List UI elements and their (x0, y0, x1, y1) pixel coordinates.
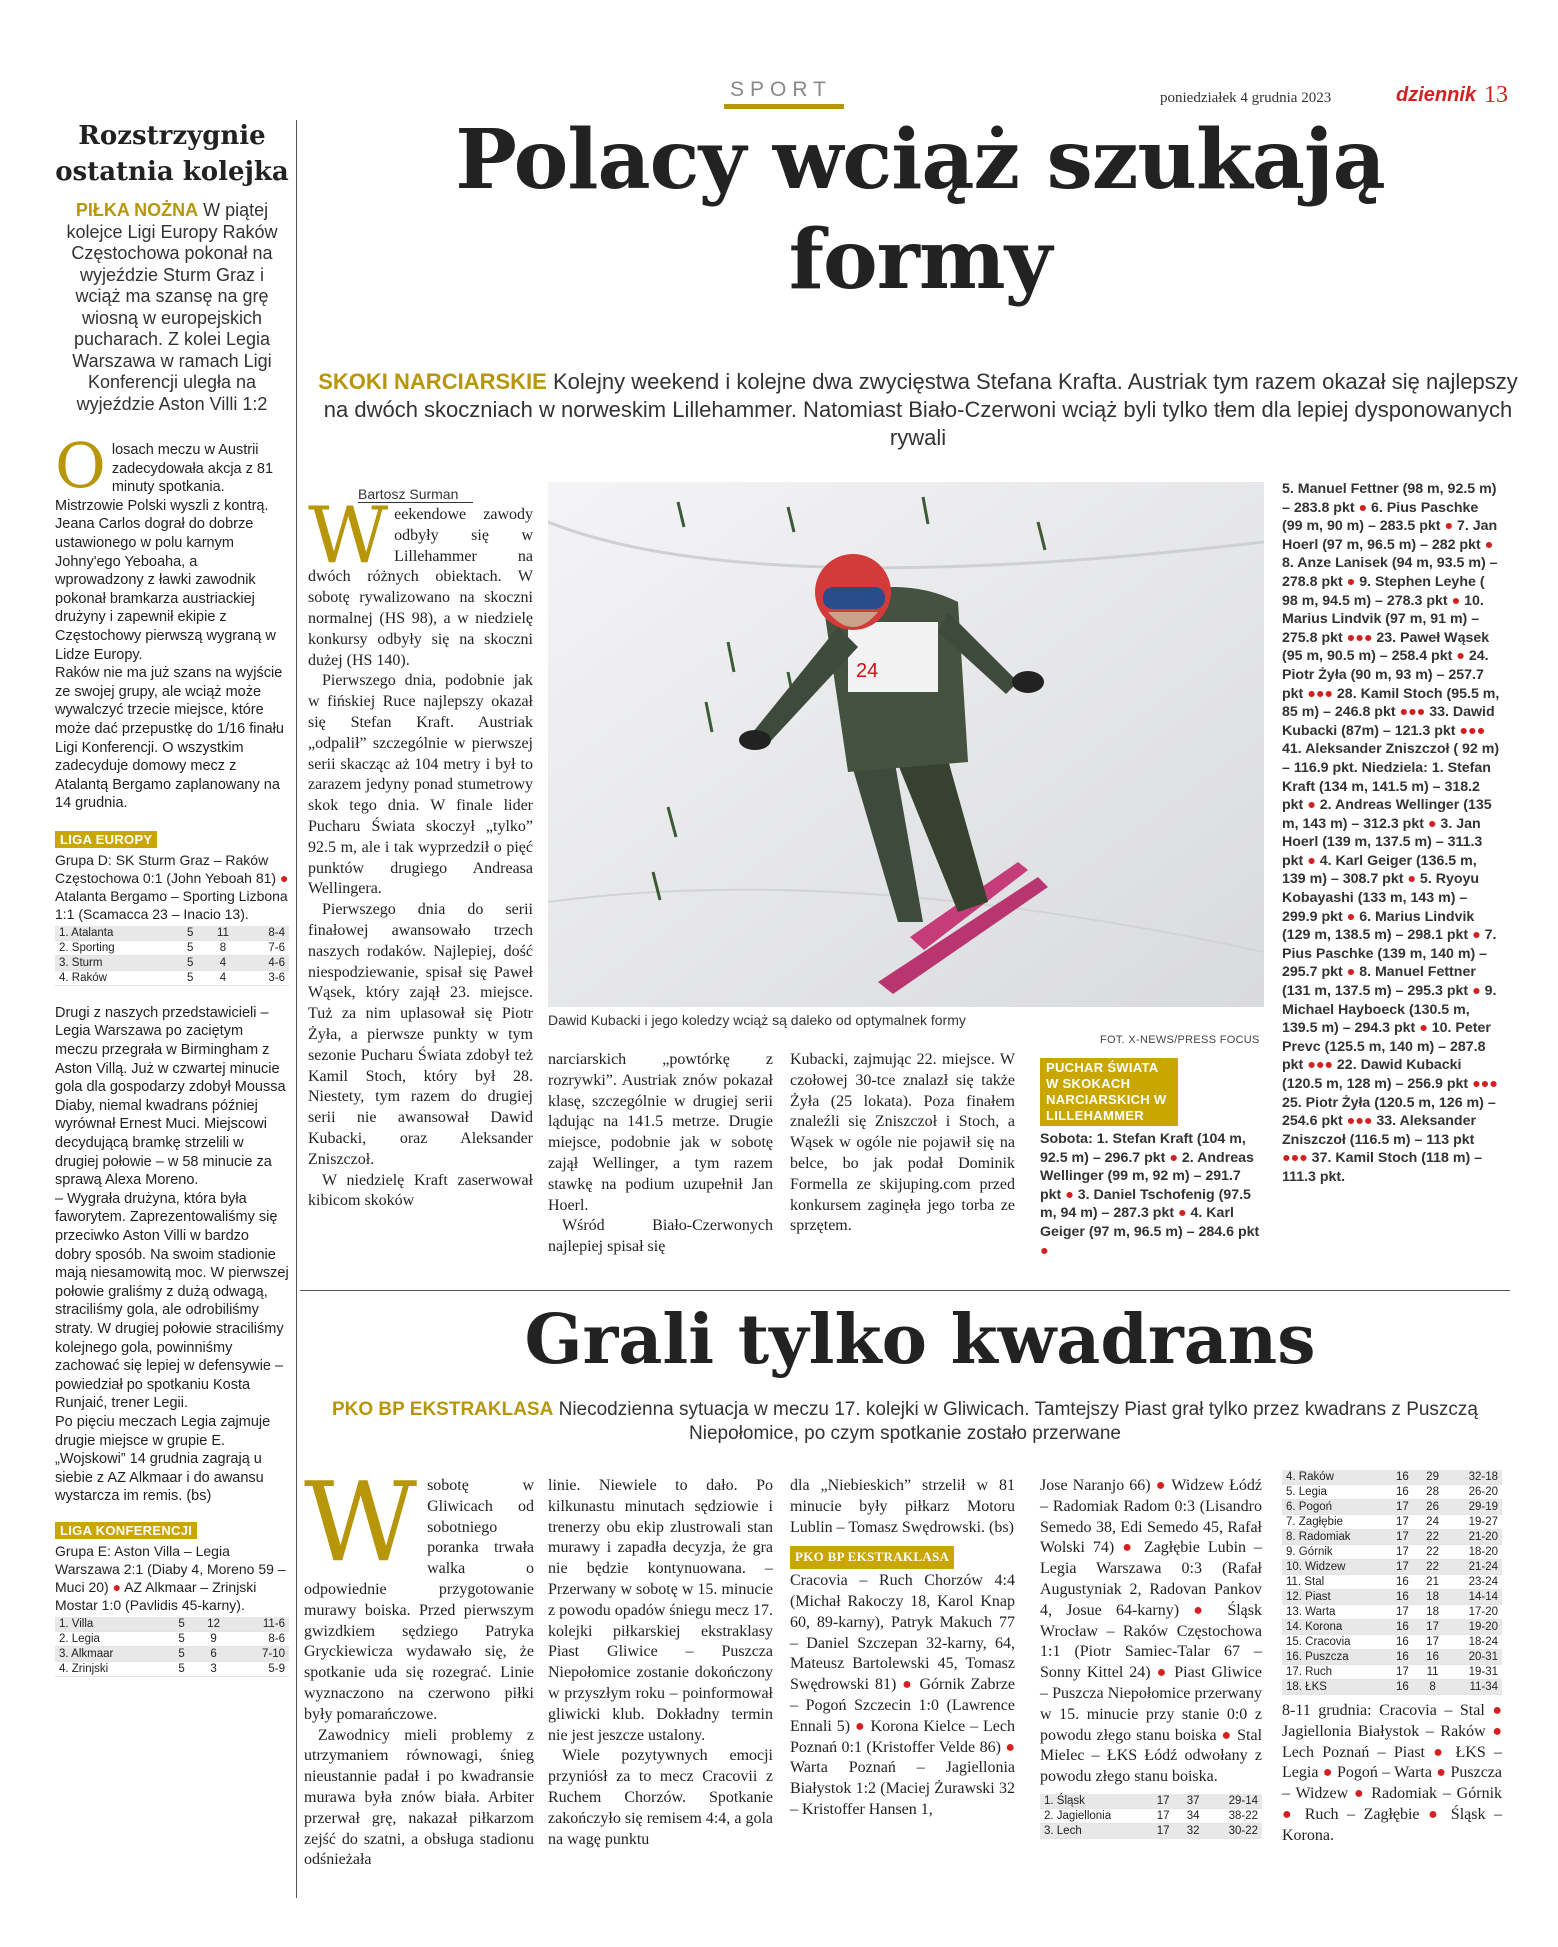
table-row (55, 926, 289, 941)
table-cell: 16 (1387, 1620, 1417, 1635)
table-cell: 3-6 (242, 970, 289, 985)
table-cell: 17 (1387, 1515, 1417, 1530)
table-cell: 16 (1387, 1575, 1417, 1590)
table-cell: 1. Atalanta (55, 926, 176, 941)
table-cell: 17 (1148, 1808, 1178, 1823)
table-cell: 9 (195, 1631, 233, 1646)
table-row (1282, 1560, 1502, 1575)
table-cell: 11 (204, 926, 242, 941)
table-cell: 16 (1387, 1485, 1417, 1500)
table-cell: 16 (1387, 1635, 1417, 1650)
football-dropcap: W (304, 1458, 418, 1586)
ski-headline: Polacy wciąż szukają formy (455, 112, 1385, 308)
table-cell: 5 (176, 970, 203, 985)
table-cell: 16 (1387, 1680, 1417, 1695)
table-cell: 17 (1387, 1500, 1417, 1515)
table-cell: 23-24 (1448, 1575, 1502, 1590)
table-cell: 17 (1417, 1620, 1447, 1635)
table-cell: 11 (1417, 1665, 1447, 1680)
football-col-4 (1040, 1476, 1262, 1839)
table-row (1282, 1590, 1502, 1605)
football-c1-p2: Zawodnicy mieli problemy z utrzymaniem równowagi, śnieg nieustannie padał i po kwadransie murawa była znów biała. Arbiter przerwał grę, nakazał piłkarzom zejść do szatni, a obsługa stadionu odśnieżała (304, 1726, 534, 1869)
football-lead-label: PKO BP EKSTRAKLASA (331, 1399, 554, 1420)
liga-konferencji-box (55, 1522, 289, 1677)
football-headline: Grali tylko kwadrans (524, 1300, 1316, 1380)
table-cell: 16 (1387, 1590, 1417, 1605)
next-round: 8-11 grudnia: Cracovia – Stal ● Jagiellonia Białystok – Raków ● Lech Poznań – Piast ● ŁKS – Legia ● Pogoń – Warta ● Puszcza – Widzew ● Radomiak – Górnik ● Ruch – Zagłębie ● Śląsk – Korona. (1282, 1702, 1503, 1844)
ski-c1-p2: Pierwszego dnia, podobnie jak w fińskiej Ruce najlepszy okazał się Stefan Kraft. Austriak „odpalił” szczególnie w pierwszej serii skacząc aż 104 metry i był to zarazem jedyny ponad stumetrowy skok tego dnia. W finale lider Pucharu Świata skoczył „tylko” 92.5 m, ale i tak wyprzedził o pięć punktów drugiego Andreasa Wellingera. (308, 672, 533, 898)
table-cell: 18 (1417, 1605, 1447, 1620)
table-cell: 19-31 (1448, 1665, 1502, 1680)
liga-europy-text: Grupa D: SK Sturm Graz – Raków Częstochowa 0:1 (John Yeboah 81) ● Atalanta Bergamo – Sporting Lizbona 1:1 (Scamacca 23 – Inacio 13). (55, 851, 289, 922)
table-cell: 17 (1387, 1665, 1417, 1680)
table-row (1282, 1545, 1502, 1560)
table-cell: 4. Raków (55, 970, 176, 985)
sidebar-p4: – Wygrała drużyna, która była faworytem. Zaprezentowaliśmy się przeciwko Aston Villi w bardzo dobry sposób. Na swoim stadionie mają niesamowitą moc. W pierwszej połowie graliśmy z dużą odwagą, straciliśmy gola, ale odrobiliśmy straty. W drugiej połowie straciliśmy kolejnego gola, powinniśmy zachować się lepiej w defensywie – powiedział po spotkaniu Kosta Runjaić, trener Legii. (55, 1190, 289, 1412)
table-cell: 17 (1148, 1794, 1178, 1809)
ski-jumper-illustration (548, 482, 1264, 1007)
ski-results-label: PUCHAR ŚWIATA W SKOKACH NARCIARSKICH W LILLEHAMMER (1040, 1058, 1178, 1126)
football-col-1 (304, 1458, 534, 1871)
table-row (1282, 1485, 1502, 1500)
table-cell: 4-6 (242, 955, 289, 970)
football-lead-text: Niecodzienna sytuacja w meczu 17. kolejki w Gliwicach. Tamtejszy Piast grał tylko przez kwadrans z Puszczą Niepołomice, po czym spotkanie zostało przerwane (558, 1399, 1479, 1444)
table-cell: 4 (204, 955, 242, 970)
table-cell: 8 (1417, 1680, 1447, 1695)
table-cell: 2. Jagiellonia (1040, 1808, 1148, 1823)
table-row (55, 1617, 289, 1632)
ski-results-b: 5. Manuel Fettner (98 m, 92.5 m) – 283.8 pkt ● 6. Pius Paschke (99 m, 90 m) – 283.5 pkt ● 7. Jan Hoerl (97 m, 96.5 m) – 282 pkt ● 8. Anze Lanisek (94 m, 93.5 m) – 278.8 pkt ● 9. Stephen Leyhe ( 98 m, 94.5 m) – 278.3 pkt ● 10. Marius Lindvik (97 m, 91 m) – 275.8 pkt ●●● 23. Paweł Wąsek (95 m, 90.5 m) – 258.4 pkt ● 24. Piotr Żyła (90 m, 93 m) – 257.7 pkt ●●● 28. Kamil Stoch (95.5 m, 85 m) – 246.8 pkt ●●● 33. Dawid Kubacki (87m) – 121.3 pkt ●●● 41. Aleksander Zniszczoł ( 92 m) – 116.9 pkt. Niedziela: 1. Stefan Kraft (134 m, 141.5 m) – 318.2 pkt ● 2. Andreas Wellinger (135 m, 143 m) – 312.3 pkt ● 3. Jan Hoerl (139 m, 137.5 m) – 311.3 pkt ● 4. Karl Geiger (136.5 m, 139 m) – 308.7 pkt ● 5. Ryoyu Kobayashi (133 m, 143 m) – 299.9 pkt ● 6. Marius Lindvik (129 m, 138.5 m) – 298.1 pkt ● 7. Pius Paschke (139 m, 140 m) – 295.7 pkt ● 8. Manuel Fettner (131 m, 137.5 m) – 295.3 pkt ● 9. Michael Hayboeck (130.5 m, 139.5 m) – 294.3 pkt ● 10. Peter Prevc (125.5 m, 140 m) – 287.8 pkt ●●● 22. Dawid Kubacki (120.5 m, 128 m) – 256.9 pkt ●●● 25. Piotr Żyła (120.5 m, 126 m) – 254.6 pkt ●●● 33. Aleksander Zniszczoł (116.5 m) – 113 pkt ●●● 37. Kamil Stoch (118 m) – 111.3 pkt. (1282, 481, 1500, 1185)
table-cell: 5 (176, 926, 203, 941)
table-cell: 10. Widzew (1282, 1560, 1387, 1575)
table-row (55, 1661, 289, 1676)
table-cell: 5 (168, 1631, 194, 1646)
table-cell: 19-20 (1448, 1620, 1502, 1635)
table-cell: 11-6 (233, 1617, 290, 1632)
table-cell: 12. Piast (1282, 1590, 1387, 1605)
table-row (1282, 1470, 1502, 1485)
page-number: 13 (1484, 82, 1508, 108)
football-c3-p2: Cracovia – Ruch Chorzów 4:4 (Michał Rakoczy 18, Karol Knap 60, 89-karny), Patryk Makuch 77 – Daniel Szczepan 32-karny, 64, Mateusz Bartolewski 45, Tomasz Swędrowski 81) ● Górnik Zabrze – Pogoń Szczecin 1:0 (Lawrence Ennali 5) ● Korona Kielce – Lech Poznań 0:1 (Kristoffer Velde 86) ● Warta Poznań – Jagiellonia Białystok 1:2 (Maciej Żurawski 32 – Kristoffer Hansen 1, (790, 1572, 1016, 1818)
liga-konferencji-label: LIGA KONFERENCJI (55, 1522, 197, 1539)
table-cell: 17 (1387, 1545, 1417, 1560)
table-cell: 3. Alkmaar (55, 1646, 168, 1661)
table-row (1040, 1823, 1262, 1838)
sidebar-lead-text: W piątej kolejce Ligi Europy Raków Częstochowa pokonał na wyjeździe Sturm Graz i wciąż ma szansę na grę wiosną w europejskich pucharach. Z kolei Legia Warszawa w ramach Ligi Konferencji uległa na wyjeździe Aston Villi 1:2 (66, 200, 278, 414)
football-lead (300, 1398, 1510, 1446)
sidebar-p5: Po pięciu meczach Legia zajmuje drugie miejsce w grupie E. „Wojskowi” 14 grudnia zagrają u siebie z AZ Alkmaar i do awansu wystarcza im remis. (bs) (55, 1413, 271, 1505)
football-c2-p2: Wiele pozytywnych emocji przyniósł za to mecz Cracovii z Ruchem Chorzów. Spotkanie zakończyło się remisem 4:4, a gola na wagę punktu (548, 1747, 773, 1848)
football-c4-p1: Jose Naranjo 66) ● Widzew Łódź – Radomiak Radom 0:3 (Lisandro Semedo 38, Edi Semedo 45, Rafał Wolski 74) ● Zagłębie Lubin – Legia Warszawa 0:3 (Rafał Augustyniak 2, Radovan Pankov 4, Josue 64-karny) ● Śląsk Wrocław – Raków Częstochowa 1:1 (Piotr Samiec-Talar 67 – Sonny Kittel 24) ● Piast Gliwice – Puszcza Niepołomice przerwany w 15. minucie przy stanie 0:0 z powodu złego stanu boiska ● Stal Mielec – ŁKS Łódź odwołany z powodu złego stanu boiska. (1040, 1477, 1263, 1786)
table-cell: 7-6 (242, 940, 289, 955)
table-cell: 4 (204, 970, 242, 985)
sidebar (55, 118, 289, 1677)
table-cell: 29-14 (1208, 1794, 1262, 1809)
table-cell: 34 (1178, 1808, 1208, 1823)
ski-col-2 (548, 1050, 773, 1258)
liga-konferencji-text: Grupa E: Aston Villa – Legia Warszawa 2:1 (Diaby 4, Moreno 59 – Muci 20) ● AZ Alkmaar – Zrinjski Mostar 1:0 (Pavlidis 45-karny). (55, 1542, 286, 1613)
table-cell: 19-27 (1448, 1515, 1502, 1530)
table-row (1282, 1680, 1502, 1695)
table-cell: 13. Warta (1282, 1605, 1387, 1620)
table-cell: 38-22 (1208, 1808, 1262, 1823)
football-col-5 (1282, 1470, 1502, 1847)
football-c1-p1: sobotę w Gliwicach od sobotniego poranka trwała walka o odpowiednie przygotowanie murawy boiska. Przed pierwszym gwizdkiem sędziego Patryka Gryckiewicza wydawało się, że spotkanie uda się rozegrać. Linie wyznaczono na czerwono piłki były pomarańczowe. (304, 1477, 534, 1723)
table-cell: 32-18 (1448, 1470, 1502, 1485)
ski-results-box (1040, 1058, 1260, 1260)
section-label: SPORT (730, 78, 832, 101)
ski-lead (318, 368, 1518, 452)
table-cell: 2. Sporting (55, 940, 176, 955)
table-cell: 17 (1387, 1530, 1417, 1545)
ski-c1-p4: W niedzielę Kraft zaserwował kibicom skoków (308, 1171, 533, 1210)
table-cell: 7-10 (233, 1646, 290, 1661)
table-cell: 32 (1178, 1823, 1208, 1838)
table-cell: 3 (195, 1661, 233, 1676)
table-cell: 29-19 (1448, 1500, 1502, 1515)
table-row (1282, 1530, 1502, 1545)
table-cell: 22 (1417, 1560, 1447, 1575)
ekstraklasa-table (1282, 1470, 1502, 1695)
table-cell: 1. Śląsk (1040, 1794, 1148, 1809)
table-cell: 3. Lech (1040, 1823, 1148, 1838)
ski-results-a: Sobota: 1. Stefan Kraft (104 m, 92.5 m) – 296.7 pkt ● 2. Andreas Wellinger (99 m, 92 m) – 291.7 pkt ● 3. Daniel Tschofenig (97.5 m, 94 m) – 287.3 pkt ● 4. Karl Geiger (97 m, 96.5 m) – 284.6 pkt ● (1040, 1131, 1260, 1259)
table-cell: 16 (1387, 1650, 1417, 1665)
table-cell: 17 (1148, 1823, 1178, 1838)
table-cell: 8-4 (242, 926, 289, 941)
table-cell: 17 (1387, 1560, 1417, 1575)
ski-col-3 (790, 1050, 1015, 1237)
table-row (1282, 1665, 1502, 1680)
liga-europy-box (55, 831, 289, 986)
table-cell: 7. Zagłębie (1282, 1515, 1387, 1530)
ekstraklasa-label: PKO BP EKSTRAKLASA (790, 1546, 954, 1569)
ski-section-divider (300, 1290, 1510, 1291)
svg-text:24: 24 (856, 660, 879, 682)
ski-c1-p1: eekendowe zawody odbyły się w Lillehammer na dwóch różnych obiektach. W sobotę rywalizowano na skoczni normalnej (HS 98), a w niedzielę konkursy odbyły się na skoczni dużej (HS 140). (308, 506, 533, 669)
table-row (1282, 1575, 1502, 1590)
table-cell: 6 (195, 1646, 233, 1661)
table-cell: 9. Górnik (1282, 1545, 1387, 1560)
table-cell: 18. ŁKS (1282, 1680, 1387, 1695)
table-row (1040, 1808, 1262, 1823)
table-cell: 28 (1417, 1485, 1447, 1500)
table-row (1040, 1794, 1262, 1809)
table-cell: 2. Legia (55, 1631, 168, 1646)
football-c2-p1: linie. Niewiele to dało. Po kilkunastu minutach sędziowie i trenerzy obu ekip zlustrowali stan murawy i zapadła decyzja, że gra nie będzie kontynuowana. – Przerwany w sobotę w 15. minucie z powodu opadów śniegu mecz 17. kolejki piłkarskiej ekstraklasy Piast Gliwice – Puszcza Niepołomice zostanie dokończony w przyszłym roku – poinformował gliwicki klub. Dokładny termin nie jest jeszcze ustalony. (548, 1477, 773, 1744)
ski-lead-text: Kolejny weekend i kolejne dwa zwycięstwa Stefana Krafta. Austriak tym razem okazał się najlepszy na dwóch skoczniach w norweskim Lillehammer. Natomiast Biało-Czerwoni wciąż byli tylko tłem dla lepiej dysponowanych rywali (323, 369, 1518, 450)
sidebar-title: Rozstrzygnie ostatnia kolejka (55, 121, 289, 187)
table-row (55, 1631, 289, 1646)
sidebar-body-2 (55, 1004, 289, 1506)
table-cell: 20-31 (1448, 1650, 1502, 1665)
table-cell: 5-9 (233, 1661, 290, 1676)
table-cell: 12 (195, 1617, 233, 1632)
table-cell: 22 (1417, 1545, 1447, 1560)
table-cell: 16. Puszcza (1282, 1650, 1387, 1665)
table-cell: 17 (1387, 1605, 1417, 1620)
table-row (55, 970, 289, 985)
table-cell: 5 (168, 1646, 194, 1661)
section-underline (724, 104, 844, 109)
ski-c2-p2: Wśród Biało-Czerwonych najlepiej spisał się (548, 1217, 773, 1256)
table-cell: 8-6 (233, 1631, 290, 1646)
table-cell: 26-20 (1448, 1485, 1502, 1500)
ski-c3-p1: Kubacki, zajmując 22. miejsce. W czołowej 30-tce znalazł się także Żyła (25 lokata). Poza finałem znaleźli się Zniszczoł i Stoch, a Wąsek w ogóle nie pojawił się na belce, bo jak podał Dominik Formella ze skijuping.com przed konkursem zaginęła jego torba ze sprzętem. (790, 1051, 1015, 1235)
table-row (55, 955, 289, 970)
table-cell: 5 (176, 955, 203, 970)
table-row (1282, 1605, 1502, 1620)
sidebar-p3: Drugi z naszych przedstawicieli – Legia Warszawa po zaciętym meczu przegrała w Birmingham z Aston Villą. Już w czwartej minucie gola dla gospodarzy zdobył Moussa Diaby, niemal kwadrans później wyrównał Ernest Muci. Miejscowi decydującą bramkę strzelili w drugiej połowie – w 58 minucie za sprawą Alexa Moreno. (55, 1004, 286, 1189)
table-cell: 21 (1417, 1575, 1447, 1590)
table-cell: 21-20 (1448, 1530, 1502, 1545)
table-cell: 11-34 (1448, 1680, 1502, 1695)
table-cell: 4. Zrinjski (55, 1661, 168, 1676)
table-cell: 21-24 (1448, 1560, 1502, 1575)
table-cell: 14. Korona (1282, 1620, 1387, 1635)
table-cell: 37 (1178, 1794, 1208, 1809)
table-row (1282, 1515, 1502, 1530)
ski-jumper-photo (548, 482, 1264, 1007)
table-cell: 18 (1417, 1590, 1447, 1605)
table-cell: 11. Stal (1282, 1575, 1387, 1590)
table-row (1282, 1650, 1502, 1665)
issue-date: poniedziałek 4 grudnia 2023 (1160, 90, 1332, 106)
table-cell: 30-22 (1208, 1823, 1262, 1838)
table-cell: 1. Villa (55, 1617, 168, 1632)
table-row (1282, 1500, 1502, 1515)
table-cell: 5 (168, 1661, 194, 1676)
table-cell: 15. Cracovia (1282, 1635, 1387, 1650)
table-row (55, 1646, 289, 1661)
table-cell: 17-20 (1448, 1605, 1502, 1620)
liga-europy-label: LIGA EUROPY (55, 831, 157, 848)
table-cell: 14-14 (1448, 1590, 1502, 1605)
sidebar-divider (296, 120, 297, 1898)
ekstraklasa-table-top (1040, 1794, 1262, 1839)
table-cell: 18-24 (1448, 1635, 1502, 1650)
table-cell: 16 (1387, 1470, 1417, 1485)
sidebar-body (55, 429, 289, 813)
table-cell: 3. Sturm (55, 955, 176, 970)
sidebar-lead (55, 200, 289, 415)
table-cell: 24 (1417, 1515, 1447, 1530)
sidebar-p1: losach meczu w Austrii zadecydowała akcja z 81 minuty spotkania. Mistrzowie Polski wyszli z kontrą. Jeana Carlos dograł do dobrze ustawionego w polu karnym Johny'ego Yeboaha, a wprowadzony z ławki zawodnik pokonał bramkarza austriackiej drużyny i zapewnił ekipie z Częstochowy pierwszą wygraną w Lidze Europy. (55, 442, 276, 663)
table-row (1282, 1635, 1502, 1650)
table-row (1282, 1620, 1502, 1635)
table-cell: 29 (1417, 1470, 1447, 1485)
football-col-2 (548, 1476, 773, 1850)
brand-logo: dziennik (1396, 84, 1477, 106)
table-cell: 26 (1417, 1500, 1447, 1515)
table-cell: 5. Legia (1282, 1485, 1387, 1500)
table-cell: 8 (204, 940, 242, 955)
table-row (55, 940, 289, 955)
table-cell: 17. Ruch (1282, 1665, 1387, 1680)
ski-lead-label: SKOKI NARCIARSKIE (318, 369, 547, 394)
table-cell: 17 (1417, 1635, 1447, 1650)
photo-caption: Dawid Kubacki i jego koledzy wciąż są daleko od optymalnek formy (548, 1012, 966, 1028)
football-col-3 (790, 1476, 1015, 1821)
table-cell: 8. Radomiak (1282, 1530, 1387, 1545)
table-cell: 22 (1417, 1530, 1447, 1545)
sidebar-dropcap: O (55, 429, 106, 502)
photo-credit: FOT. X-NEWS/PRESS FOCUS (1100, 1034, 1260, 1046)
football-c3-p1: dla „Niebieskich” strzelił w 81 minucie były piłkarz Motoru Lublin – Tomasz Swędrowski. (bs) (790, 1477, 1015, 1536)
sidebar-lead-label: PIŁKA NOŻNA (75, 200, 199, 220)
table-cell: 18-20 (1448, 1545, 1502, 1560)
ski-c2-p1: narciarskich „powtórkę z rozrywki”. Austriak znów pokazał klasę, szczególnie w drugiej serii lądując na 141.5 metrze. Drugie miejsce, podobnie jak w sobotę zajął Wellinger, a tym razem stawkę na podium uzupełnił Jan Hoerl. (548, 1051, 773, 1214)
table-cell: 6. Pogoń (1282, 1500, 1387, 1515)
table-cell: 16 (1417, 1650, 1447, 1665)
sidebar-p2: Raków nie ma już szans na wyjście ze swojej grupy, ale wciąż może wywalczyć trzecie miejsce, które może dać przepustkę do 1/16 finału Ligi Konferencji. O wszystkim zadecyduje domowy mecz z Atalantą Bergamo zaplanowany na 14 grudnia. (55, 665, 284, 812)
ski-c1-p3: Pierwszego dnia do serii finałowej awansowało trzech naszych rodaków. Najlepiej, dość niespodziewanie, spisał się Paweł Wąsek, który zajął 23. miejsce. Tuż za nim uplasował się Piotr Żyła, a pierwsze punkty w tym sezonie Pucharu Świata zdobył też Kamil Stoch, który był 28. Niestety, tym razem do drugiej serii nie awansował Dawid Kubacki, oraz Aleksander Zniszczoł. (308, 901, 533, 1168)
table-cell: 5 (168, 1617, 194, 1632)
table-cell: 5 (176, 940, 203, 955)
liga-konferencji-table (55, 1617, 289, 1677)
liga-europy-table (55, 926, 289, 986)
ski-dropcap: W (308, 491, 389, 581)
ski-author: Bartosz Surman (358, 486, 473, 503)
table-cell: 4. Raków (1282, 1470, 1387, 1485)
